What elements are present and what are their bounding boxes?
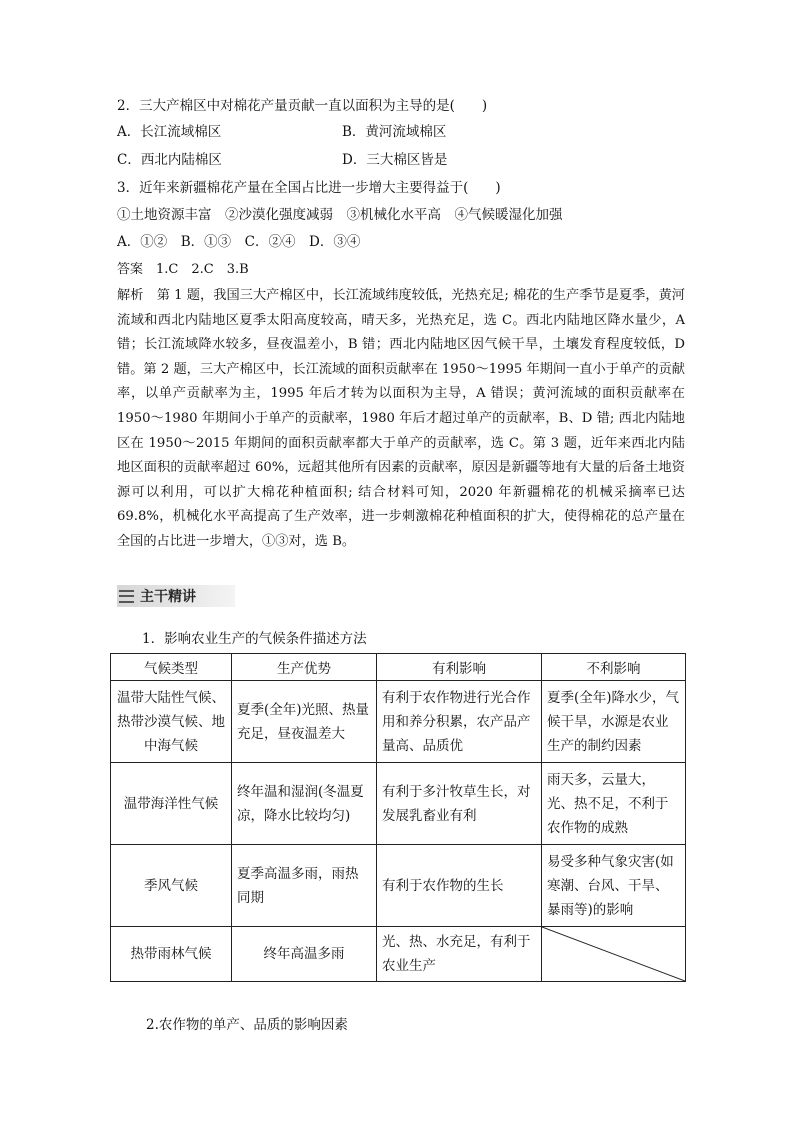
question-2-option-a: A．长江流域棉区 bbox=[117, 124, 222, 140]
table-cell: 热带雨林气候 bbox=[111, 927, 232, 982]
header-favorable: 有利影响 bbox=[377, 654, 542, 681]
table-row bbox=[111, 845, 686, 927]
section-header bbox=[117, 585, 235, 607]
question-3-options: A．①② B．①③ C．②④ D．③④ bbox=[117, 234, 361, 250]
answer-line: 答案 1.C 2.C 3.B bbox=[117, 262, 249, 277]
header-unfavorable: 不利影响 bbox=[542, 654, 686, 681]
table-caption: 1．影响农业生产的气候条件描述方法 bbox=[142, 631, 367, 647]
table-row bbox=[111, 763, 686, 845]
list-icon bbox=[119, 590, 134, 603]
table-cell: 终年温和湿润(冬温夏凉，降水比较均匀) bbox=[232, 763, 377, 845]
analysis-paragraph: 解析 第 1 题，我国三大产棉区中，长江流域纬度较低，光热充足; 棉花的生产季节是夏季，黄河流域和西北内陆地区夏季太阳高度较高，晴天多，光热充足，选 C。西北内陆地区降水量少，A 错；长江流域降水较多，昼夜温差小，B 错；西北内陆地区因气候干旱，土壤发育程度较低，D 错。第 2 题，三大产棉区中，长江流域的面积贡献率在 1950～1995 年期间一直小于单产的贡献率，以单产贡献率为主，1995 年后才转为以面积为主导，A 错误；黄河流域的面积贡献率在 1950～1980 年期间小于单产的贡献率，1980 年后才超过单产的贡献率，B、D 错; 西北内陆地区在 1950～2015 年期间的面积贡献率都大于单产的贡献率，选 C。第 3 题，近年来西北内陆地区面积的贡献率超过 60%，远超其他所有因素的贡献率，原因是新疆等地有大量的后备土地资源可以利用，可以扩大棉花种植面积; 结合材料可知，2020 年新疆棉花的机械采摘率已达 69.8%，机械化水平高提高了生产效率，进一步刺激棉花种植面积的扩大，使得棉花的总产量在全国的占比进一步增大，①③对，选 B。 bbox=[117, 288, 685, 549]
question-3-stem: 3．近年来新疆棉花产量在全国占比进一步增大主要得益于( ) bbox=[117, 180, 501, 196]
question-3-choices: ①土地资源丰富 ②沙漠化强度减弱 ③机械化水平高 ④气候暖湿化加强 bbox=[117, 207, 563, 223]
table-cell: 有利于多汁牧草生长，对发展乳畜业有利 bbox=[377, 763, 542, 845]
next-section-caption: 2.农作物的单产、品质的影响因素 bbox=[146, 1017, 348, 1033]
question-2-option-d: D．三大棉区皆是 bbox=[342, 152, 448, 168]
section-title: 主干精讲 bbox=[140, 589, 196, 605]
table-cell: 夏季高温多雨，雨热同期 bbox=[232, 845, 377, 927]
table-cell: 有利于农作物进行光合作用和养分积累，农产品产量高、品质优 bbox=[377, 681, 542, 763]
table-cell: 易受多种气象灾害(如寒潮、台风、干旱、暴雨等)的影响 bbox=[542, 845, 686, 927]
table-cell: 有利于农作物的生长 bbox=[377, 845, 542, 927]
table-cell: 季风气候 bbox=[111, 845, 232, 927]
table-row bbox=[111, 681, 686, 763]
table-cell: 夏季(全年)降水少，气候干旱，水源是农业生产的制约因素 bbox=[542, 681, 686, 763]
table-cell: 光、热、水充足，有利于农业生产 bbox=[377, 927, 542, 982]
table-cell: 终年高温多雨 bbox=[232, 927, 377, 982]
header-climate-type: 气候类型 bbox=[111, 654, 232, 681]
table-row bbox=[111, 927, 686, 982]
table-cell: 温带海洋性气候 bbox=[111, 763, 232, 845]
table-header-row bbox=[111, 654, 686, 681]
question-2-stem: 2．三大产棉区中对棉花产量贡献一直以面积为主导的是( ) bbox=[117, 98, 488, 114]
diagonal-line bbox=[542, 927, 685, 981]
header-advantage: 生产优势 bbox=[232, 654, 377, 681]
question-2-option-c: C．西北内陆棉区 bbox=[117, 152, 222, 168]
empty-diagonal-cell bbox=[542, 927, 686, 982]
question-2-option-b: B．黄河流域棉区 bbox=[342, 124, 447, 140]
climate-table bbox=[110, 653, 686, 982]
table-cell: 温带大陆性气候、热带沙漠气候、地中海气候 bbox=[111, 681, 232, 763]
table-cell: 雨天多，云量大，光、热不足，不利于农作物的成熟 bbox=[542, 763, 686, 845]
table-cell: 夏季(全年)光照、热量充足，昼夜温差大 bbox=[232, 681, 377, 763]
